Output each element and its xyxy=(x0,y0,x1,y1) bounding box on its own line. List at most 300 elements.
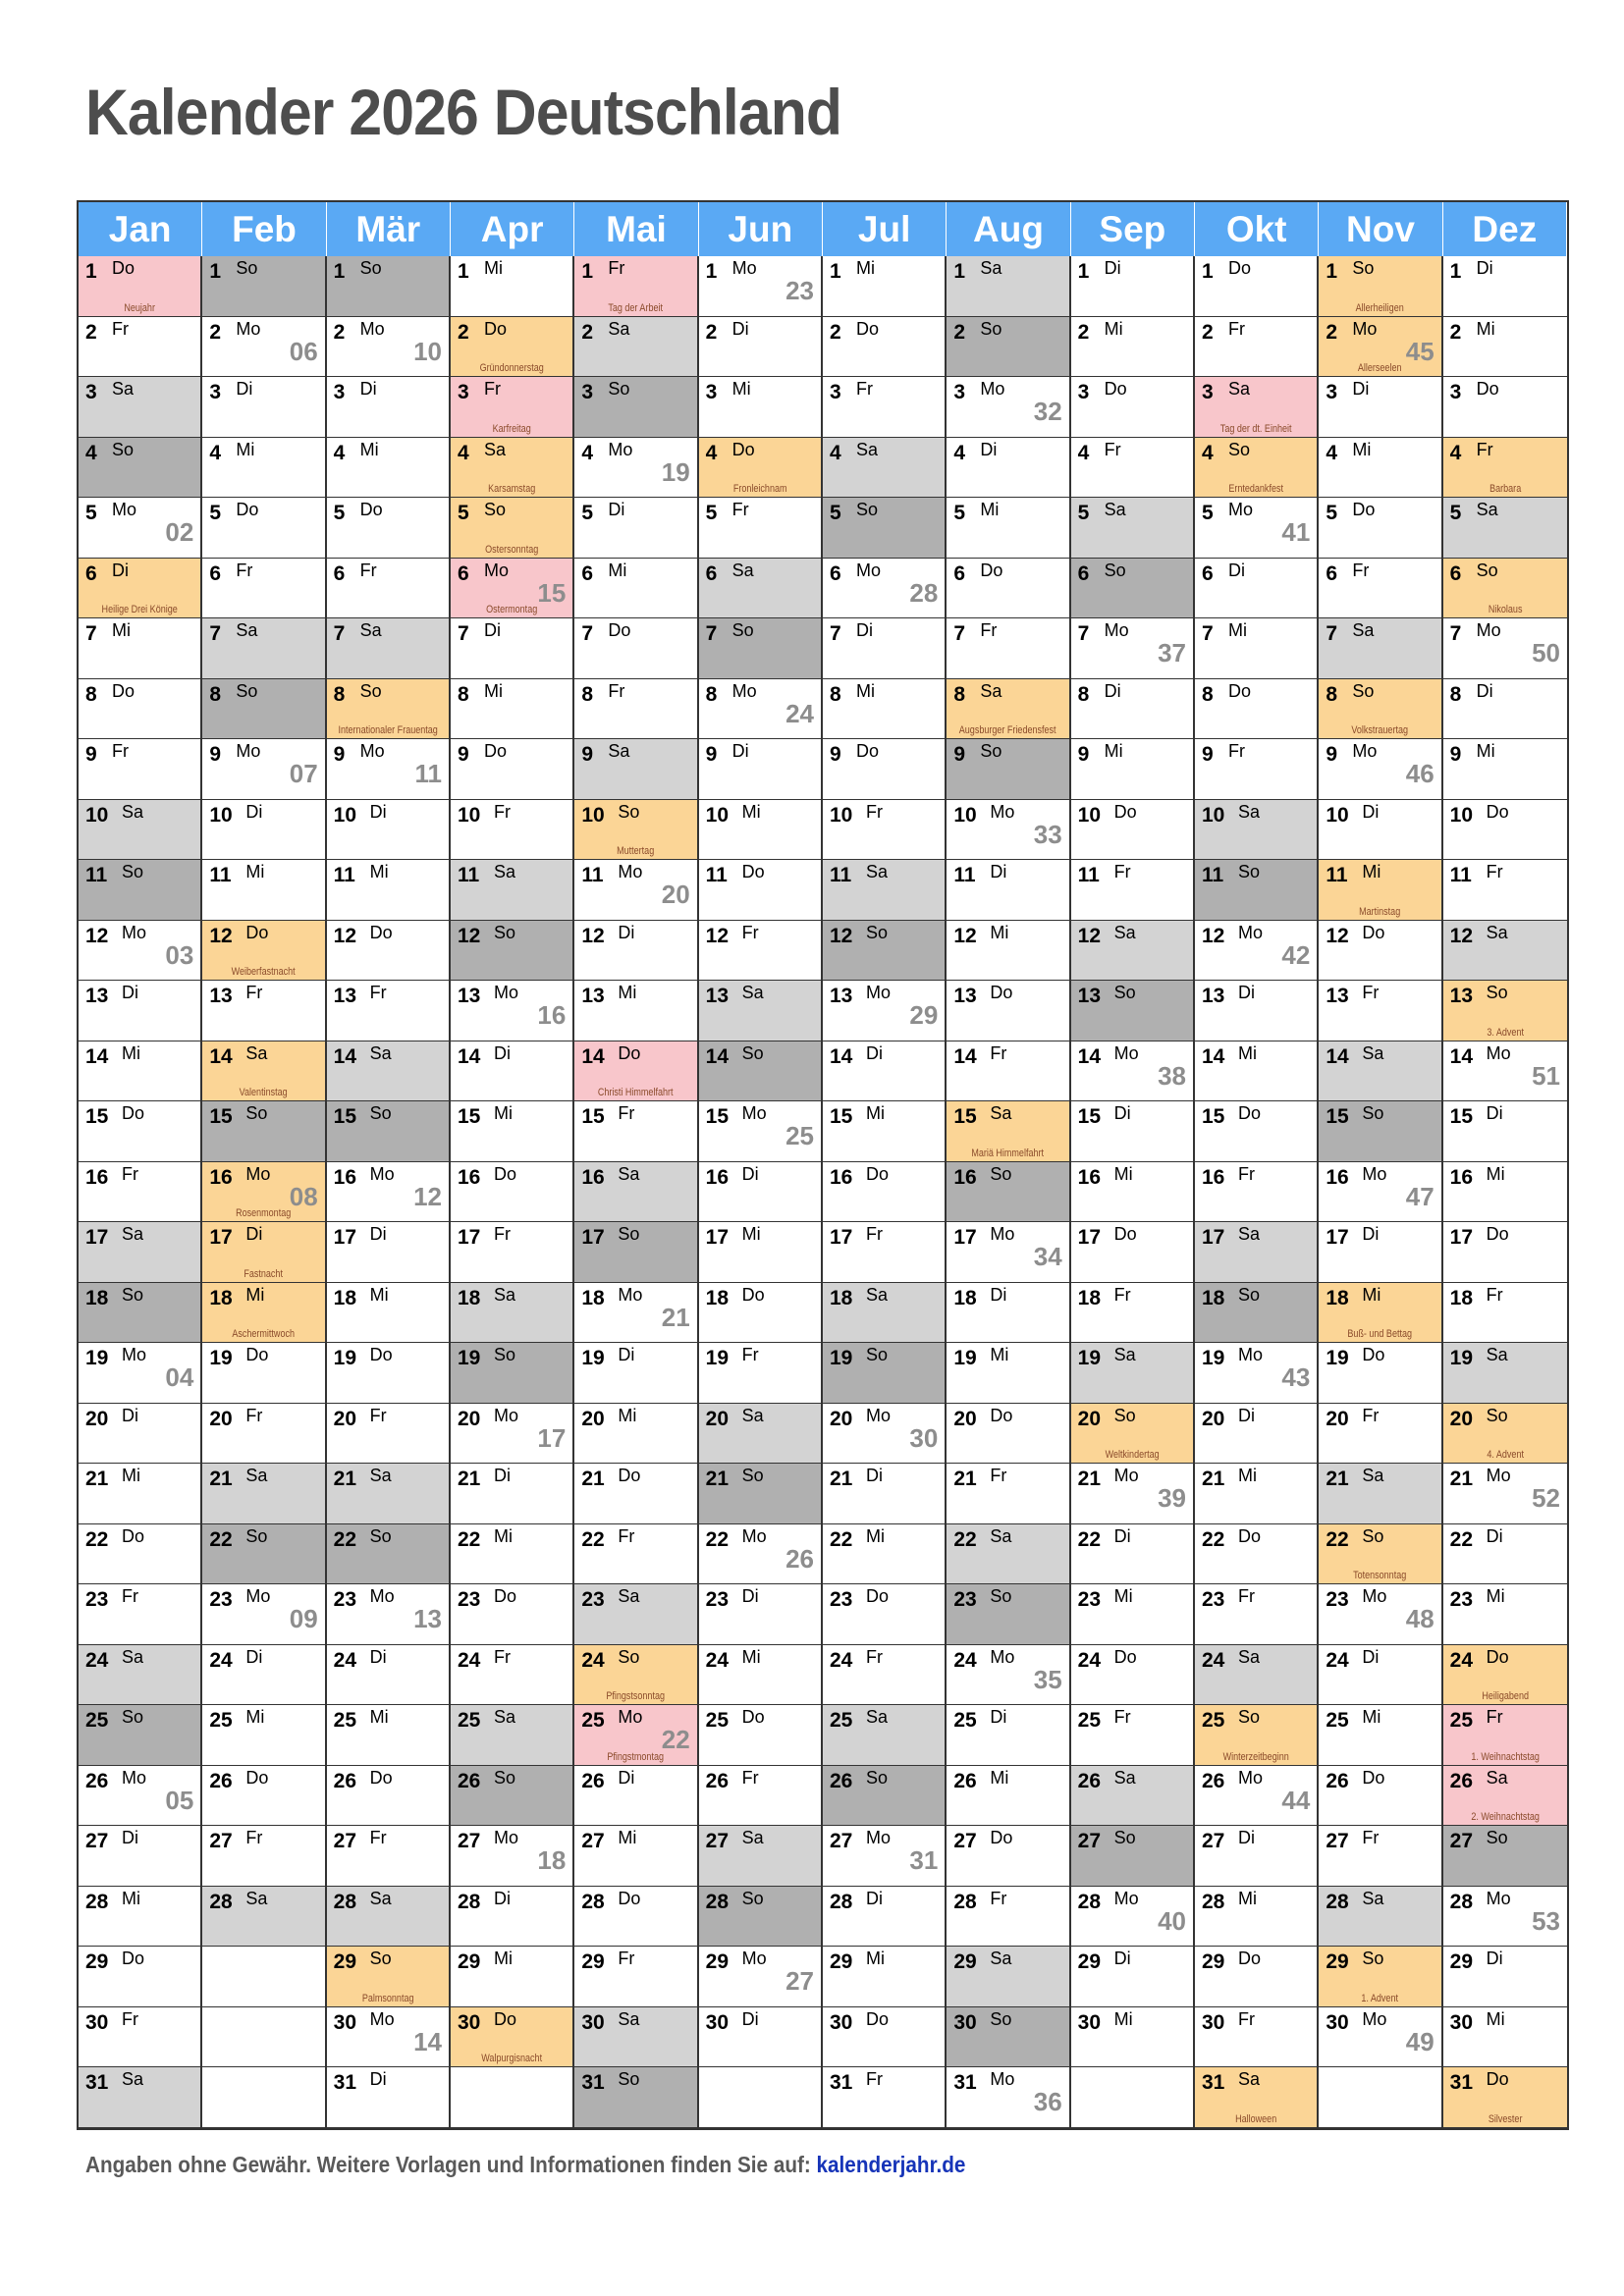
week-number: 45 xyxy=(1405,336,1435,366)
weekday-label: Do xyxy=(856,318,880,339)
holiday-label: Ostermontag xyxy=(486,604,538,616)
day-number: 11 xyxy=(1326,864,1348,887)
weekday-label: So xyxy=(236,258,258,278)
day-cell xyxy=(1195,981,1319,1041)
weekday-label: So xyxy=(1238,862,1261,882)
week-number: 30 xyxy=(909,1422,939,1453)
week-number: 20 xyxy=(661,880,690,910)
weekday-label: Mo xyxy=(1486,1042,1511,1063)
weekday-label: So xyxy=(1362,1525,1384,1546)
day-cell xyxy=(1195,2007,1319,2068)
weekday-label: Mo xyxy=(1238,1767,1264,1788)
day-cell xyxy=(1319,317,1442,378)
weekday-label: Sa xyxy=(122,1646,144,1667)
day-cell xyxy=(79,1101,202,1162)
day-number: 3 xyxy=(953,381,966,404)
day-number: 9 xyxy=(953,743,966,767)
holiday-label: Gründonnerstag xyxy=(479,362,544,375)
day-number: 14 xyxy=(333,1044,357,1068)
day-cell xyxy=(574,739,698,800)
weekday-label: Do xyxy=(1362,1767,1385,1788)
day-number: 2 xyxy=(581,320,594,344)
day-cell xyxy=(79,1826,202,1887)
day-number: 8 xyxy=(333,682,346,706)
day-cell xyxy=(1071,1705,1195,1766)
day-cell xyxy=(1319,679,1442,740)
weekday-label: So xyxy=(741,1042,764,1063)
weekday-label: Di xyxy=(731,318,749,339)
day-number: 3 xyxy=(1326,381,1338,404)
weekday-label: Do xyxy=(1238,1525,1262,1546)
weekday-label: Sa xyxy=(1113,1767,1136,1788)
day-cell xyxy=(699,1343,823,1404)
weekday-label: Di xyxy=(494,1888,511,1908)
day-cell xyxy=(327,1464,451,1524)
day-cell xyxy=(574,1343,698,1404)
day-cell xyxy=(947,1645,1070,1706)
day-number: 27 xyxy=(1326,1830,1349,1853)
weekday-label: Do xyxy=(741,1284,765,1305)
weekday-label: Sa xyxy=(866,1284,889,1305)
weekday-label: Mo xyxy=(1113,1042,1139,1063)
week-number: 42 xyxy=(1281,939,1311,970)
weekday-label: Di xyxy=(122,1405,138,1425)
weekday-label: Sa xyxy=(618,2008,640,2029)
day-cell xyxy=(1071,1645,1195,1706)
day-cell xyxy=(79,438,202,499)
day-cell xyxy=(1443,1162,1567,1223)
day-cell xyxy=(699,317,823,378)
day-number: 10 xyxy=(1077,803,1102,827)
day-number: 9 xyxy=(1449,743,1462,767)
day-number: 17 xyxy=(1449,1226,1474,1250)
day-number: 27 xyxy=(1202,1830,1225,1853)
day-cell xyxy=(574,1645,698,1706)
weekday-label: So xyxy=(369,1103,392,1124)
weekday-label: Di xyxy=(369,1646,387,1667)
day-number: 6 xyxy=(85,561,97,585)
day-cell xyxy=(327,1222,451,1283)
day-cell xyxy=(327,1826,451,1887)
day-number: 18 xyxy=(1449,1286,1474,1309)
day-number: 6 xyxy=(1449,561,1462,585)
day-number: 14 xyxy=(953,1044,977,1068)
weekday-label: So xyxy=(1486,1405,1508,1425)
weekday-label: Do xyxy=(1238,1103,1262,1124)
week-number: 48 xyxy=(1405,1604,1435,1634)
day-number: 25 xyxy=(458,1709,481,1733)
holiday-label: Heilige Drei Könige xyxy=(101,604,178,616)
day-cell xyxy=(327,1041,451,1102)
day-number: 12 xyxy=(333,924,357,947)
day-number: 19 xyxy=(705,1347,730,1370)
weekday-label: Do xyxy=(1362,922,1385,942)
day-number: 6 xyxy=(953,561,966,585)
day-cell xyxy=(1071,1041,1195,1102)
weekday-label: Sa xyxy=(856,439,879,459)
day-number: 5 xyxy=(705,502,718,525)
day-cell xyxy=(1195,377,1319,438)
weekday-label: Sa xyxy=(866,862,889,882)
day-number: 10 xyxy=(581,803,605,827)
day-number: 15 xyxy=(209,1105,233,1129)
day-number: 17 xyxy=(581,1226,605,1250)
day-cell xyxy=(1195,317,1319,378)
day-number: 9 xyxy=(705,743,718,767)
weekday-label: Fr xyxy=(245,1828,263,1848)
day-number: 28 xyxy=(581,1890,605,1913)
weekday-label: Di xyxy=(1104,258,1121,278)
day-number: 10 xyxy=(953,803,977,827)
day-number: 31 xyxy=(1449,2071,1474,2095)
day-number: 4 xyxy=(333,441,346,464)
day-number: 22 xyxy=(581,1527,605,1551)
day-cell xyxy=(327,1766,451,1827)
weekday-label: So xyxy=(618,2069,640,2090)
weekday-label: Sa xyxy=(1362,1466,1384,1486)
day-number: 14 xyxy=(705,1044,730,1068)
day-number: 3 xyxy=(85,381,97,404)
day-cell xyxy=(451,1705,574,1766)
weekday-label: Fr xyxy=(990,1466,1007,1486)
day-number: 13 xyxy=(1077,985,1102,1008)
day-cell xyxy=(574,1826,698,1887)
weekday-label: Mo xyxy=(618,1284,643,1305)
day-number: 14 xyxy=(830,1044,853,1068)
day-number: 22 xyxy=(209,1527,233,1551)
day-cell xyxy=(327,1524,451,1585)
weekday-label: Fr xyxy=(980,620,998,641)
day-number: 25 xyxy=(1077,1709,1102,1733)
day-cell xyxy=(1319,1464,1442,1524)
day-number: 21 xyxy=(1326,1468,1349,1491)
day-number: 4 xyxy=(1202,441,1214,464)
empty-cell xyxy=(202,1947,326,2007)
weekday-label: Mi xyxy=(1104,741,1123,762)
day-cell xyxy=(1319,739,1442,800)
weekday-label: Mi xyxy=(608,560,627,580)
weekday-label: Mi xyxy=(866,1103,885,1124)
day-number: 4 xyxy=(458,441,469,464)
week-number: 24 xyxy=(785,698,814,728)
day-number: 21 xyxy=(1449,1468,1474,1491)
day-number: 19 xyxy=(1326,1347,1349,1370)
weekday-label: Fr xyxy=(1104,439,1121,459)
weekday-label: Mo xyxy=(618,862,643,882)
day-number: 4 xyxy=(581,441,594,464)
day-cell xyxy=(1071,981,1195,1041)
weekday-label: Mo xyxy=(245,1586,271,1607)
day-number: 6 xyxy=(209,561,222,585)
day-cell xyxy=(202,1887,326,1948)
day-number: 20 xyxy=(705,1407,730,1430)
week-number: 52 xyxy=(1532,1483,1560,1514)
weekday-label: Fr xyxy=(1362,1828,1380,1848)
day-number: 30 xyxy=(1326,2010,1349,2034)
day-cell xyxy=(823,559,947,619)
day-number: 15 xyxy=(581,1105,605,1129)
day-cell xyxy=(1443,438,1567,499)
day-cell xyxy=(574,1584,698,1645)
day-number: 17 xyxy=(1326,1226,1349,1250)
day-number: 12 xyxy=(458,924,481,947)
day-number: 5 xyxy=(1202,502,1214,525)
empty-cell xyxy=(1319,2067,1442,2128)
day-cell xyxy=(574,981,698,1041)
weekday-label: Di xyxy=(1104,680,1121,701)
day-number: 13 xyxy=(85,985,109,1008)
empty-cell xyxy=(202,2007,326,2068)
weekday-label: Di xyxy=(1362,1646,1380,1667)
weekday-label: Fr xyxy=(866,2069,883,2090)
day-cell xyxy=(699,860,823,921)
weekday-label: Fr xyxy=(1476,439,1493,459)
day-number: 1 xyxy=(1326,260,1338,283)
day-number: 1 xyxy=(1202,260,1214,283)
weekday-label: Mi xyxy=(1238,1888,1257,1908)
weekday-label: Mo xyxy=(866,1405,892,1425)
weekday-label: Fr xyxy=(990,1042,1007,1063)
footer xyxy=(85,2152,965,2178)
day-number: 14 xyxy=(209,1044,233,1068)
weekday-label: Mo xyxy=(1104,620,1129,641)
holiday-label: Weltkindertag xyxy=(1105,1449,1160,1462)
weekday-label: Do xyxy=(369,1345,393,1365)
day-number: 23 xyxy=(209,1588,233,1612)
day-number: 15 xyxy=(1326,1105,1349,1129)
day-number: 19 xyxy=(1202,1347,1225,1370)
day-number: 29 xyxy=(333,1950,357,1974)
footer-link[interactable]: kalenderjahr.de xyxy=(816,2152,966,2177)
day-cell xyxy=(699,1524,823,1585)
weekday-label: Mi xyxy=(856,258,875,278)
weekday-label: Mi xyxy=(245,1707,265,1728)
day-number: 13 xyxy=(209,985,233,1008)
weekday-label: Fr xyxy=(618,1103,635,1124)
day-cell xyxy=(327,559,451,619)
day-cell xyxy=(451,800,574,861)
day-cell xyxy=(79,1283,202,1344)
weekday-label: So xyxy=(1113,1828,1136,1848)
day-cell xyxy=(947,1826,1070,1887)
weekday-label: Do xyxy=(369,922,393,942)
day-cell xyxy=(823,1101,947,1162)
day-number: 30 xyxy=(1449,2010,1474,2034)
day-cell xyxy=(1319,438,1442,499)
weekday-label: So xyxy=(1238,1284,1261,1305)
day-cell xyxy=(79,860,202,921)
weekday-label: Sa xyxy=(980,680,1002,701)
day-cell xyxy=(823,1887,947,1948)
weekday-label: Do xyxy=(741,862,765,882)
day-number: 1 xyxy=(333,260,346,283)
weekday-label: Sa xyxy=(1238,801,1261,822)
day-cell xyxy=(699,1041,823,1102)
weekday-label: Mi xyxy=(741,1224,761,1245)
day-cell xyxy=(1443,1887,1567,1948)
holiday-label: Martinstag xyxy=(1359,905,1401,918)
weekday-label: Do xyxy=(1476,379,1499,400)
weekday-label: Do xyxy=(245,922,269,942)
weekday-label: Do xyxy=(866,1163,890,1184)
footer-text: Angaben ohne Gewähr. Weitere Vorlagen und Informationen finden Sie auf: xyxy=(85,2152,817,2177)
day-cell xyxy=(1071,1826,1195,1887)
day-number: 7 xyxy=(85,622,97,646)
week-number: 06 xyxy=(289,336,318,366)
day-cell xyxy=(947,981,1070,1041)
day-number: 8 xyxy=(953,682,966,706)
day-number: 2 xyxy=(85,320,97,344)
day-number: 15 xyxy=(458,1105,481,1129)
weekday-label: Sa xyxy=(990,1525,1012,1546)
week-number: 50 xyxy=(1532,638,1560,668)
weekday-label: Mi xyxy=(494,1103,513,1124)
weekday-label: Di xyxy=(484,620,501,641)
weekday-label: Di xyxy=(1486,1525,1503,1546)
day-number: 26 xyxy=(1449,1769,1474,1792)
weekday-label: Mo xyxy=(359,318,385,339)
week-number: 28 xyxy=(909,577,939,608)
day-cell xyxy=(1195,1705,1319,1766)
weekday-label: Mi xyxy=(866,1525,885,1546)
day-number: 11 xyxy=(1202,864,1224,887)
day-cell xyxy=(202,1222,326,1283)
weekday-label: Mo xyxy=(122,922,147,942)
weekday-label: Do xyxy=(980,560,1003,580)
day-number: 2 xyxy=(953,320,966,344)
weekday-label: Do xyxy=(1486,801,1509,822)
day-number: 27 xyxy=(85,1830,109,1853)
day-number: 16 xyxy=(333,1165,357,1189)
day-cell xyxy=(1195,1404,1319,1465)
empty-cell xyxy=(202,2067,326,2128)
day-cell xyxy=(1071,1162,1195,1223)
weekday-label: Mi xyxy=(731,379,751,400)
day-cell xyxy=(1443,1766,1567,1827)
weekday-label: Di xyxy=(618,922,635,942)
weekday-label: Sa xyxy=(731,560,754,580)
day-cell xyxy=(327,2067,451,2128)
day-cell xyxy=(699,1162,823,1223)
day-number: 10 xyxy=(333,803,357,827)
day-cell xyxy=(823,1645,947,1706)
day-number: 21 xyxy=(830,1468,853,1491)
weekday-label: Fr xyxy=(1238,2008,1255,2029)
weekday-label: So xyxy=(494,1345,516,1365)
day-cell xyxy=(823,438,947,499)
day-number: 8 xyxy=(1449,682,1462,706)
day-number: 2 xyxy=(830,320,841,344)
weekday-label: So xyxy=(245,1525,268,1546)
day-cell xyxy=(699,800,823,861)
week-number: 53 xyxy=(1532,1905,1560,1936)
day-cell xyxy=(823,498,947,559)
day-cell xyxy=(947,1222,1070,1283)
day-number: 8 xyxy=(830,682,841,706)
day-number: 31 xyxy=(1202,2071,1225,2095)
day-number: 3 xyxy=(209,381,222,404)
day-cell xyxy=(202,1343,326,1404)
day-number: 28 xyxy=(458,1890,481,1913)
day-number: 25 xyxy=(705,1709,730,1733)
holiday-label: Neujahr xyxy=(124,301,155,314)
day-cell xyxy=(202,739,326,800)
weekday-label: Do xyxy=(1486,1224,1509,1245)
day-cell xyxy=(451,1343,574,1404)
weekday-label: Di xyxy=(856,620,873,641)
day-cell xyxy=(823,1343,947,1404)
day-number: 9 xyxy=(209,743,222,767)
day-number: 21 xyxy=(1202,1468,1225,1491)
weekday-label: So xyxy=(980,741,1002,762)
holiday-label: Valentinstag xyxy=(240,1087,288,1099)
day-cell xyxy=(699,498,823,559)
day-number: 11 xyxy=(581,864,604,887)
weekday-label: Sa xyxy=(741,1828,764,1848)
day-number: 24 xyxy=(953,1648,977,1672)
day-cell xyxy=(947,739,1070,800)
day-number: 12 xyxy=(1326,924,1349,947)
empty-cell xyxy=(451,2067,574,2128)
day-cell xyxy=(1071,1343,1195,1404)
day-number: 25 xyxy=(953,1709,977,1733)
day-number: 23 xyxy=(1077,1588,1102,1612)
day-cell xyxy=(823,921,947,982)
day-cell xyxy=(1195,921,1319,982)
day-cell xyxy=(947,1887,1070,1948)
weekday-label: Sa xyxy=(122,1224,144,1245)
weekday-label: Do xyxy=(618,1466,641,1486)
day-cell xyxy=(79,739,202,800)
day-number: 19 xyxy=(581,1347,605,1370)
weekday-label: So xyxy=(1113,1405,1136,1425)
weekday-label: Di xyxy=(1238,983,1255,1003)
day-number: 24 xyxy=(209,1648,233,1672)
weekday-label: Do xyxy=(856,741,880,762)
day-cell xyxy=(1071,800,1195,861)
weekday-label: Do xyxy=(122,1949,145,1969)
day-number: 22 xyxy=(85,1527,109,1551)
weekday-label: Di xyxy=(122,1828,138,1848)
day-number: 25 xyxy=(830,1709,853,1733)
day-cell xyxy=(1071,2007,1195,2068)
weekday-label: Do xyxy=(1113,1646,1137,1667)
day-cell xyxy=(1195,256,1319,317)
weekday-label: Do xyxy=(731,439,755,459)
weekday-label: Di xyxy=(245,1224,263,1245)
day-number: 4 xyxy=(1077,441,1090,464)
holiday-label: Halloween xyxy=(1235,2112,1277,2125)
weekday-label: Fr xyxy=(245,983,263,1003)
weekday-label: Mo xyxy=(866,1828,892,1848)
day-number: 24 xyxy=(1326,1648,1349,1672)
day-cell xyxy=(451,1887,574,1948)
day-number: 31 xyxy=(333,2071,357,2095)
day-cell xyxy=(823,2007,947,2068)
day-cell xyxy=(451,679,574,740)
day-number: 18 xyxy=(333,1286,357,1309)
day-cell xyxy=(1443,1947,1567,2007)
day-number: 31 xyxy=(85,2071,109,2095)
day-cell xyxy=(574,618,698,679)
weekday-label: Mi xyxy=(359,439,379,459)
day-cell xyxy=(699,1766,823,1827)
day-number: 8 xyxy=(209,682,222,706)
weekday-label: Do xyxy=(484,318,508,339)
day-cell xyxy=(451,1162,574,1223)
day-cell xyxy=(1319,1947,1442,2007)
day-number: 27 xyxy=(1449,1830,1474,1853)
